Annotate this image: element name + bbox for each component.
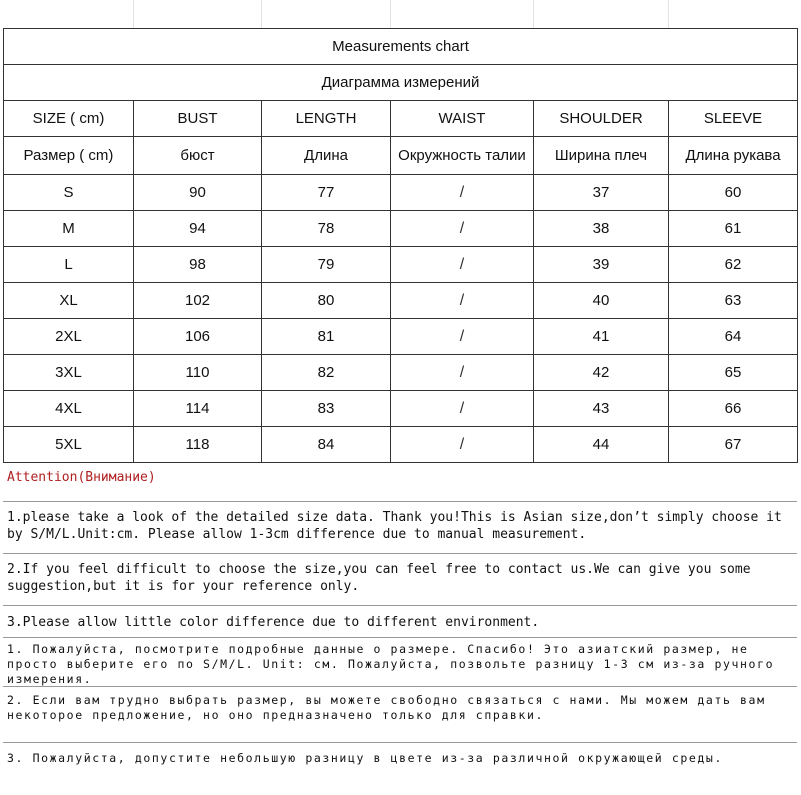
length-cell: 83: [262, 391, 391, 427]
header-sleeve: SLEEVE: [669, 101, 798, 137]
length-cell: 82: [262, 355, 391, 391]
waist-cell: /: [391, 211, 534, 247]
note-ru-1: 1. Пожалуйста, посмотрите подробные данные о размере. Спасибо! Это азиатский размер, не просто выберите его по S/M/L. Unit: см. Пожалуйста, позвольте разницу 1-3 см из-за ручного измерения.: [3, 638, 797, 687]
waist-cell: /: [391, 427, 534, 463]
grid-stub: [261, 0, 262, 28]
bust-cell: 98: [134, 247, 262, 283]
header-bust-ru: бюст: [134, 137, 262, 175]
table-row: [4, 247, 798, 283]
length-cell: 77: [262, 175, 391, 211]
shoulder-cell: 38: [534, 211, 669, 247]
chart-title-ru: Диаграмма измерений: [4, 65, 798, 101]
table-row: [4, 283, 798, 319]
header-shoulder: SHOULDER: [534, 101, 669, 137]
sleeve-cell: 66: [669, 391, 798, 427]
grid-stub: [533, 0, 534, 28]
table-row: [4, 427, 798, 463]
sleeve-cell: 65: [669, 355, 798, 391]
header-size: SIZE ( cm): [4, 101, 134, 137]
table-row: [4, 391, 798, 427]
header-waist: WAIST: [391, 101, 534, 137]
sleeve-cell: 61: [669, 211, 798, 247]
header-shoulder-ru: Ширина плеч: [534, 137, 669, 175]
length-cell: 80: [262, 283, 391, 319]
bust-cell: 114: [134, 391, 262, 427]
table-row: [4, 211, 798, 247]
shoulder-cell: 42: [534, 355, 669, 391]
length-cell: 79: [262, 247, 391, 283]
waist-cell: /: [391, 319, 534, 355]
sleeve-cell: 64: [669, 319, 798, 355]
size-cell: S: [4, 175, 134, 211]
size-cell: 4XL: [4, 391, 134, 427]
waist-cell: /: [391, 175, 534, 211]
table-row: [4, 319, 798, 355]
shoulder-cell: 37: [534, 175, 669, 211]
header-length: LENGTH: [262, 101, 391, 137]
size-cell: 5XL: [4, 427, 134, 463]
size-cell: 2XL: [4, 319, 134, 355]
header-size-ru: Размер ( cm): [4, 137, 134, 175]
grid-stub: [668, 0, 669, 28]
bust-cell: 102: [134, 283, 262, 319]
waist-cell: /: [391, 391, 534, 427]
size-cell: M: [4, 211, 134, 247]
bust-cell: 94: [134, 211, 262, 247]
header-waist-ru: Окружность талии: [391, 137, 534, 175]
table-row: [4, 355, 798, 391]
note-ru-3: 3. Пожалуйста, допустите небольшую разницу в цвете из-за различной окружающей среды.: [7, 751, 723, 765]
bust-cell: 90: [134, 175, 262, 211]
attention-heading: Attention(Внимание): [3, 462, 797, 502]
notes-section: [3, 462, 797, 795]
note-en-1: 1.please take a look of the detailed size data. Thank you!This is Asian size,don’t simply choose it by S/M/L.Unit:cm. Please allow 1-3cm difference due to manual measurement.: [3, 502, 797, 554]
size-cell: L: [4, 247, 134, 283]
size-cell: XL: [4, 283, 134, 319]
bust-cell: 118: [134, 427, 262, 463]
waist-cell: /: [391, 355, 534, 391]
sleeve-cell: 67: [669, 427, 798, 463]
sleeve-cell: 62: [669, 247, 798, 283]
length-cell: 81: [262, 319, 391, 355]
waist-cell: /: [391, 283, 534, 319]
shoulder-cell: 39: [534, 247, 669, 283]
note-ru-2: 2. Если вам трудно выбрать размер, вы можете свободно связаться с нами. Мы можем дать вам некоторое предложение, но оно предназначено только для справки.: [3, 687, 797, 743]
length-cell: 84: [262, 427, 391, 463]
header-length-ru: Длина: [262, 137, 391, 175]
grid-stub: [133, 0, 134, 28]
shoulder-cell: 40: [534, 283, 669, 319]
note-en-2: 2.If you feel difficult to choose the size,you can feel free to contact us.We can give you some suggestion,but it is for your reference only.: [3, 554, 797, 606]
waist-cell: /: [391, 247, 534, 283]
sleeve-cell: 60: [669, 175, 798, 211]
table-row: [4, 175, 798, 211]
note-en-3: 3.Please allow little color difference due to different environment.: [3, 606, 797, 638]
shoulder-cell: 41: [534, 319, 669, 355]
measurements-table: [3, 28, 798, 463]
header-bust: BUST: [134, 101, 262, 137]
bust-cell: 110: [134, 355, 262, 391]
bust-cell: 106: [134, 319, 262, 355]
grid-stub: [390, 0, 391, 28]
length-cell: 78: [262, 211, 391, 247]
size-cell: 3XL: [4, 355, 134, 391]
chart-title-en: Measurements chart: [4, 29, 798, 65]
shoulder-cell: 44: [534, 427, 669, 463]
sleeve-cell: 63: [669, 283, 798, 319]
header-sleeve-ru: Длина рукава: [669, 137, 798, 175]
shoulder-cell: 43: [534, 391, 669, 427]
